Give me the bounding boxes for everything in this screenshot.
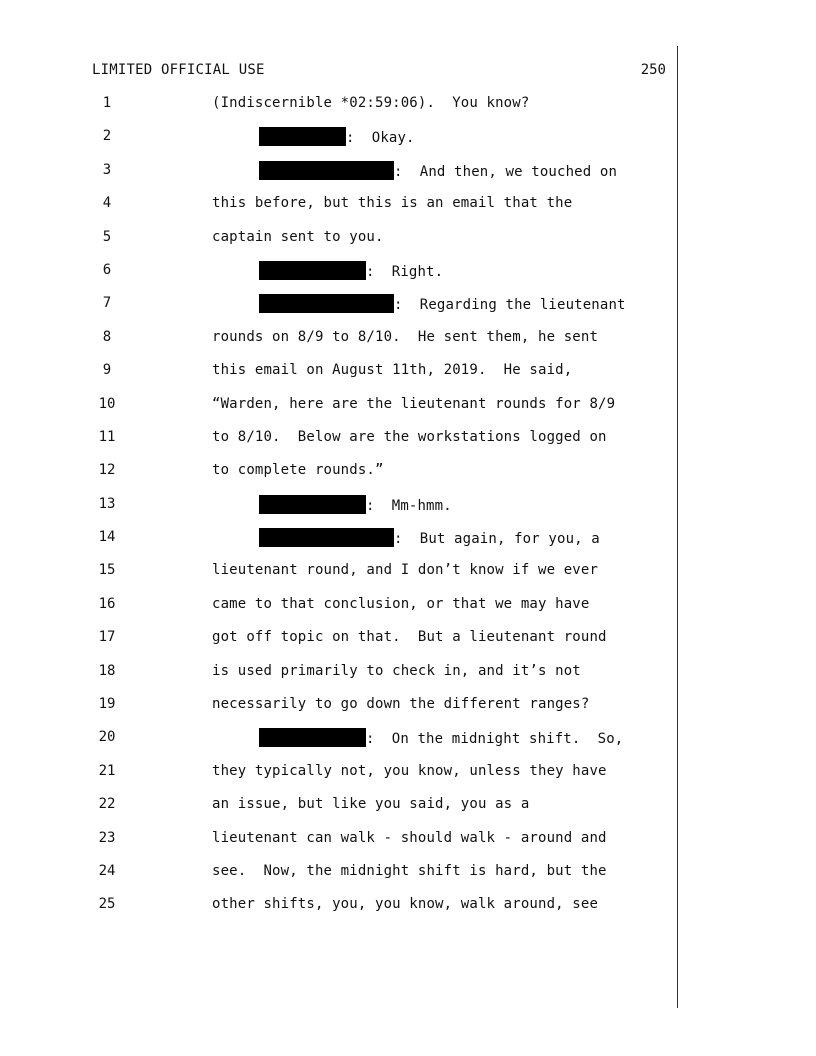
line-content: got off topic on that. But a lieutenant round: [212, 629, 607, 646]
redacted-speaker-name: [259, 294, 394, 313]
transcript-line: [0, 662, 816, 695]
line-content: this email on August 11th, 2019. He said,: [212, 362, 573, 379]
transcript-line: [0, 728, 816, 761]
line-content: lieutenant round, and I don’t know if we ever: [212, 562, 599, 579]
line-text: [212, 795, 529, 813]
transcript-line: [0, 161, 816, 194]
transcript-line: [0, 428, 816, 461]
line-text: [212, 561, 598, 579]
line-number: 3: [102, 161, 112, 178]
transcript-line: [0, 528, 816, 561]
line-number: 2: [102, 128, 112, 145]
line-number: 9: [102, 362, 112, 379]
line-text: [212, 628, 607, 646]
line-number: 12: [98, 462, 116, 479]
transcript-line: [0, 495, 816, 528]
transcript-line: [0, 829, 816, 862]
line-number: 23: [98, 829, 116, 846]
line-number: 13: [98, 495, 116, 512]
line-number: 18: [98, 662, 116, 679]
transcript-line: [0, 228, 816, 261]
line-number: 25: [98, 896, 116, 913]
line-number: 20: [98, 729, 116, 746]
redacted-speaker-name: [259, 728, 366, 747]
classification-header: LIMITED OFFICIAL USE: [92, 62, 265, 78]
transcript-line: [0, 461, 816, 494]
line-number: 5: [102, 228, 112, 245]
line-number: 11: [98, 428, 116, 445]
line-number: 10: [98, 395, 116, 412]
transcript-line: [0, 762, 816, 795]
line-text: [212, 395, 615, 413]
page-number: 250: [640, 62, 666, 78]
line-text: [212, 428, 607, 446]
line-content: is used primarily to check in, and it’s not: [212, 662, 581, 679]
line-content: they typically not, you know, unless they have: [212, 762, 607, 779]
redacted-speaker-name: [259, 261, 366, 280]
transcript-line: [0, 895, 816, 928]
transcript-line: [0, 361, 816, 394]
line-number: 19: [98, 696, 116, 713]
line-content: : Regarding the lieutenant: [394, 297, 626, 314]
line-number: 22: [98, 796, 116, 813]
redacted-speaker-name: [259, 528, 394, 547]
redacted-speaker-name: [259, 127, 346, 146]
line-content: to complete rounds.”: [212, 462, 384, 479]
transcript-line: [0, 294, 816, 327]
line-content: : Mm-hmm.: [366, 497, 452, 514]
transcript-line: [0, 561, 816, 594]
line-content: rounds on 8/9 to 8/10. He sent them, he sent: [212, 328, 599, 345]
transcript-line: [0, 261, 816, 294]
line-number: 17: [98, 629, 116, 646]
line-text: [212, 194, 572, 212]
transcript-line: [0, 94, 816, 127]
line-content: : And then, we touched on: [394, 163, 618, 180]
line-content: : Right.: [366, 263, 444, 280]
line-content: see. Now, the midnight shift is hard, but the: [212, 862, 607, 879]
transcript-line: [0, 628, 816, 661]
redacted-speaker-name: [259, 495, 366, 514]
line-content: came to that conclusion, or that we may have: [212, 595, 590, 612]
line-number: 14: [98, 529, 116, 546]
transcript-line: [0, 595, 816, 628]
speaker-line-text: [259, 728, 623, 748]
transcript-line: [0, 862, 816, 895]
line-content: “Warden, here are the lieutenant rounds for 8/9: [212, 395, 616, 412]
line-content: necessarily to go down the different ranges?: [212, 696, 590, 713]
transcript-line: [0, 795, 816, 828]
transcript-line: [0, 194, 816, 227]
line-number: 16: [98, 595, 116, 612]
transcript-lines: [0, 94, 816, 929]
line-content: to 8/10. Below are the workstations logged on: [212, 428, 607, 445]
line-number: 1: [102, 95, 112, 111]
line-content: (Indiscernible *02:59:06). You know?: [212, 95, 530, 111]
line-content: an issue, but like you said, you as a: [212, 796, 530, 813]
speaker-line-text: [259, 528, 600, 548]
redacted-speaker-name: [259, 161, 394, 180]
transcript-line: [0, 127, 816, 160]
line-text: [212, 595, 589, 613]
line-content: : But again, for you, a: [394, 531, 600, 548]
speaker-line-text: [259, 127, 415, 147]
line-number: 4: [102, 195, 112, 212]
line-text: [212, 328, 598, 346]
speaker-line-text: [259, 294, 626, 314]
line-number: 24: [98, 862, 116, 879]
line-text: [212, 361, 572, 379]
line-text: [212, 829, 607, 847]
line-number: 8: [102, 328, 112, 345]
line-text: [212, 94, 529, 112]
line-text: [212, 228, 384, 246]
speaker-line-text: [259, 261, 443, 281]
line-content: other shifts, you, you know, walk around, see: [212, 896, 599, 913]
line-number: 7: [102, 295, 112, 312]
line-text: [212, 862, 607, 880]
transcript-line: [0, 328, 816, 361]
line-content: this before, but this is an email that the: [212, 195, 573, 212]
line-text: [212, 695, 589, 713]
line-number: 15: [98, 562, 116, 579]
line-text: [212, 461, 384, 479]
speaker-line-text: [259, 161, 617, 181]
transcript-line: [0, 695, 816, 728]
transcript-line: [0, 395, 816, 428]
line-number: 21: [98, 762, 116, 779]
line-content: : On the midnight shift. So,: [366, 731, 624, 748]
line-content: captain sent to you.: [212, 228, 384, 245]
line-text: [212, 662, 581, 680]
speaker-line-text: [259, 495, 452, 515]
line-content: lieutenant can walk - should walk - around and: [212, 829, 607, 846]
line-number: 6: [102, 261, 112, 278]
line-text: [212, 762, 607, 780]
line-text: [212, 895, 598, 913]
line-content: : Okay.: [346, 130, 415, 147]
